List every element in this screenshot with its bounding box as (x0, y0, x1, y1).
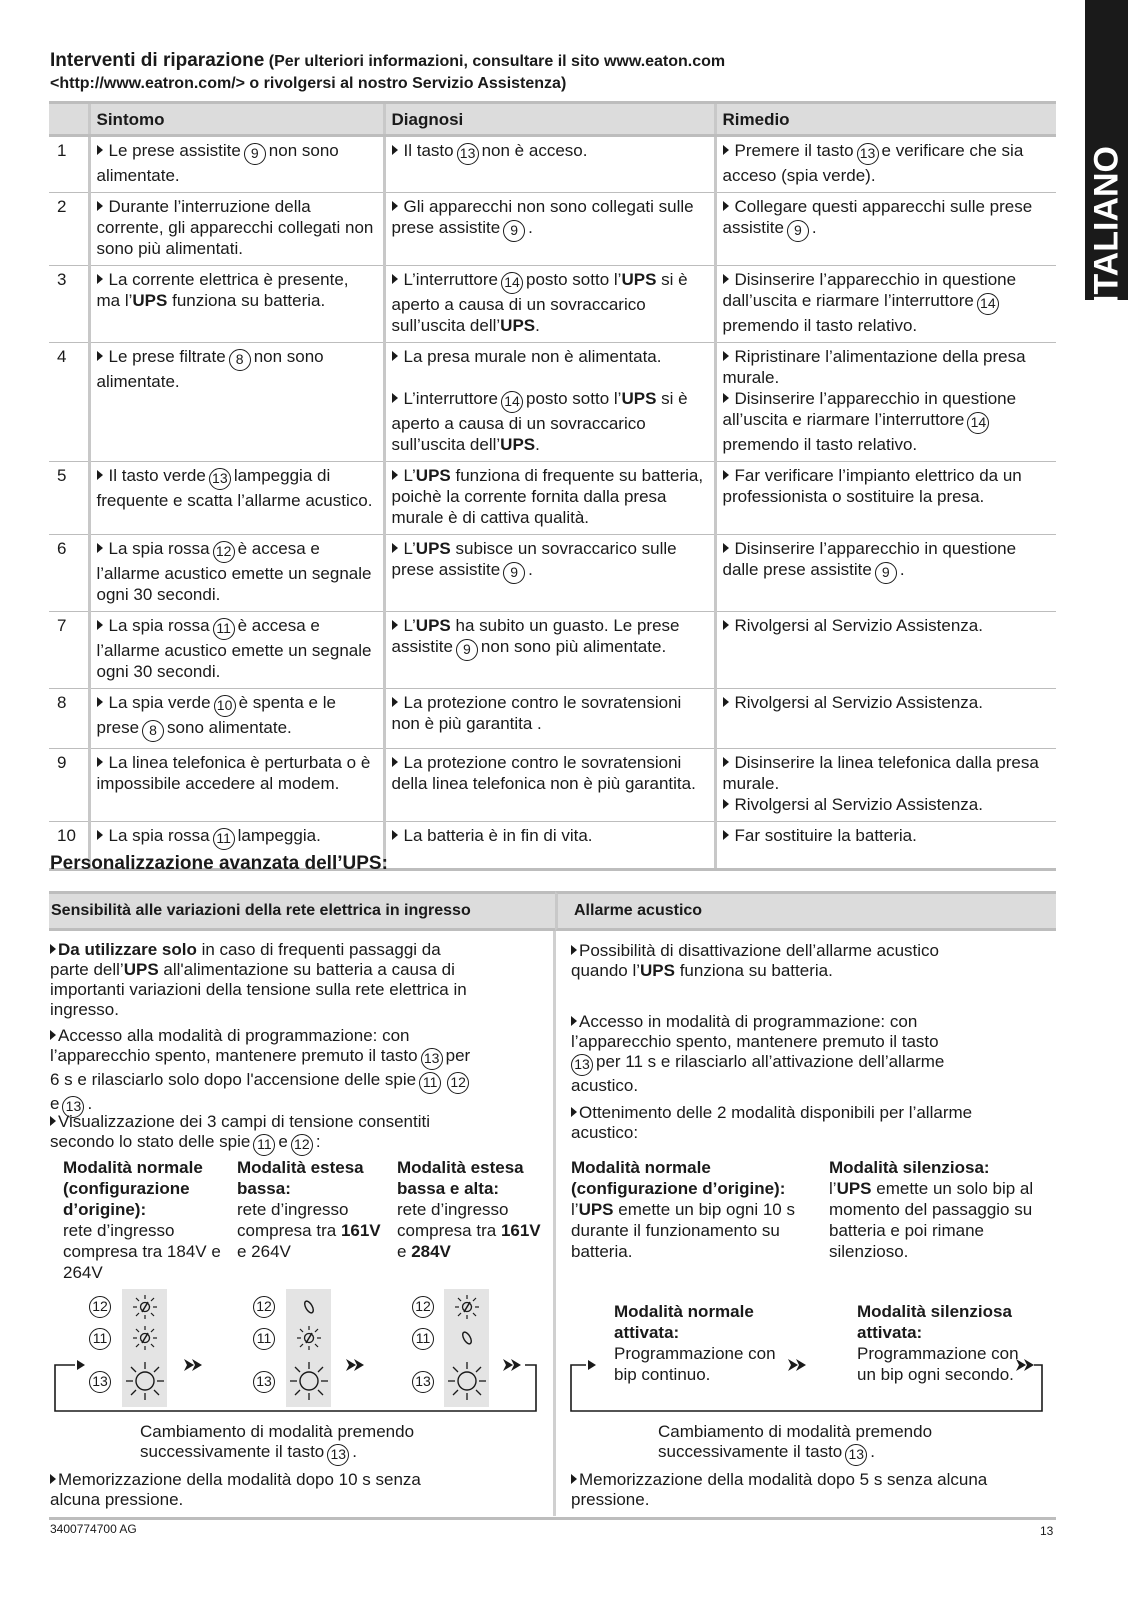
arrow-icon (77, 1360, 85, 1370)
alarm-normal-activated (614, 1301, 784, 1385)
page-number: 13 (1040, 1524, 1054, 1538)
alarm-silent-activated-body: Programmazione con un bip ogni secondo. (857, 1344, 1019, 1384)
alarm-mode-normal (571, 1157, 811, 1262)
ref-13-icon: 13 (457, 143, 479, 165)
diagnosis-cell: Gli apparecchi non sono collegati sulle prese assistite 9 . (384, 193, 715, 266)
page-subtitle-2: <http://www.eatron.com/> o rivolgersi al nostro Servizio Assistenza) (50, 75, 567, 92)
row-number: 5 (49, 462, 89, 535)
symptom-cell: La spia verde 10 è spenta e le prese 8 sono alimentate. (89, 689, 384, 749)
right-paragraph-2: Accesso in modalità di programmazione: con l’apparecchio spento, mantenere premuto il tasto 13 per 11 s e rilasciarlo all’attivazione dell’allarme acustico. (571, 1012, 945, 1095)
row-number: 4 (49, 343, 89, 462)
row-number: 2 (49, 193, 89, 266)
mode-extended-low-body: rete d’ingresso compresa tra 161V e 264V (237, 1200, 381, 1261)
ref-9-icon: 9 (875, 562, 897, 584)
ref-9-icon: 9 (244, 143, 266, 165)
ref-13-icon: 13 (857, 143, 879, 165)
led-blink-icon (133, 1295, 157, 1319)
page-subtitle-1: (Per ulteriori informazioni, consultare il sito www.eaton.com (268, 53, 726, 70)
led-off-icon (461, 1331, 473, 1345)
ref-11-icon: 11 (253, 1134, 275, 1156)
ref-13-icon: 13 (845, 1444, 867, 1466)
row-number: 1 (49, 136, 89, 193)
ref-11-icon: 11 (213, 828, 235, 850)
led-blink-icon (133, 1326, 157, 1350)
ref-13-icon: 13 (327, 1444, 349, 1466)
symptom-cell: La spia rossa 12 è accesa e l’allarme acustico emette un segnale ogni 30 secondi. (89, 535, 384, 612)
symptom-cell: Durante l’interruzione della corrente, gli apparecchi collegati non sono più alimentati. (89, 193, 384, 266)
left-memo: Memorizzazione della modalità dopo 10 s senza alcuna pressione. (50, 1470, 421, 1509)
alarm-mode-normal-title: Modalità normale (configurazione d’origine): (571, 1158, 786, 1198)
table-header-symptom: Sintomo (89, 103, 384, 136)
remedy-cell: Rivolgersi al Servizio Assistenza. (715, 689, 1056, 749)
bullet-icon (571, 945, 577, 955)
row-number: 3 (49, 266, 89, 343)
ref-14-icon: 14 (501, 391, 523, 413)
arrow-icon (184, 1359, 202, 1371)
symptom-cell: Il tasto verde 13 lampeggia di frequente e scatta l’allarme acustico. (89, 462, 384, 535)
remedy-cell: Far sostituire la batteria. (715, 822, 1056, 870)
symptom-cell: La linea telefonica è perturbata o è impossibile accedere al modem. (89, 749, 384, 822)
bullet-icon (571, 1107, 577, 1117)
alarm-normal-activated-body: Programmazione con bip continuo. (614, 1344, 776, 1384)
alarm-mode-silent-body: l’UPS emette un solo bip al momento del passaggio su batteria e poi rimane silenzioso. (829, 1179, 1034, 1261)
row-number: 10 (49, 822, 89, 870)
ref-13-icon: 13 (209, 468, 231, 490)
ref-14-icon: 14 (501, 272, 523, 294)
ref-12-icon: 12 (89, 1296, 111, 1318)
bottom-rule (49, 1517, 1056, 1520)
mode-extended-high-title: Modalità estesa bassa e alta: (397, 1158, 524, 1198)
left-paragraph-3: Visualizzazione dei 3 campi di tensione consentiti secondo lo stato delle spie 11 e 12 : (50, 1112, 550, 1156)
row-number: 7 (49, 612, 89, 689)
row-number: 9 (49, 749, 89, 822)
ref-8-icon: 8 (229, 349, 251, 371)
ref-11-icon: 11 (412, 1328, 434, 1350)
alarm-mode-normal-body: l’UPS emette un bip ogni 10 s durante il funzionamento su batteria. (571, 1200, 795, 1261)
remedy-cell: Collegare questi apparecchi sulle prese assistite 9 . (715, 193, 1056, 266)
ref-14-icon: 14 (967, 412, 989, 434)
arrow-icon (588, 1360, 596, 1370)
symptom-cell: La spia rossa 11 lampeggia. (89, 822, 384, 870)
ref-11-icon: 11 (419, 1072, 441, 1094)
led-blink-icon (455, 1295, 479, 1319)
ref-12-icon: 12 (253, 1296, 275, 1318)
ref-13-icon: 13 (571, 1054, 593, 1076)
remedy-cell: Premere il tasto 13 e verificare che sia acceso (spia verde). (715, 136, 1056, 193)
ref-11-icon: 11 (213, 618, 235, 640)
ref-9-icon: 9 (456, 639, 478, 661)
alarm-mode-silent-title: Modalità silenziosa: (829, 1158, 990, 1177)
ref-9-icon: 9 (503, 562, 525, 584)
alarm-mode-silent (829, 1157, 1049, 1262)
ref-12-icon: 12 (213, 541, 235, 563)
row-number: 8 (49, 689, 89, 749)
document-code: 3400774700 AG (50, 1522, 137, 1536)
mode-extended-low-title: Modalità estesa bassa: (237, 1158, 364, 1198)
diagnosis-cell: La protezione contro le sovratensioni della linea telefonica non è più garantita. (384, 749, 715, 822)
diagnosis-cell: L’UPS funziona di frequente su batteria, poichè la corrente fornita dalla presa murale è di cattiva qualità. (384, 462, 715, 535)
bullet-icon (571, 1474, 577, 1484)
left-paragraph-1: Da utilizzare solo in caso di frequenti passaggi da parte dell’UPS all'alimentazione su batteria a causa di importanti variazioni della tensione sulla rete elettrica in ingresso. (50, 940, 467, 1019)
diagnosis-cell: La batteria è in fin di vita. (384, 822, 715, 870)
diagnosis-cell: L’interruttore 14 posto sotto l’UPS si è aperto a causa di un sovraccarico sull’uscita dell’UPS. (384, 266, 715, 343)
left-paragraph-2: Accesso alla modalità di programmazione: con l’apparecchio spento, mantenere premuto il tasto 13 per 6 s e rilasciarlo solo dopo l'accensione delle spie 11 12 e 13 . (50, 1026, 550, 1118)
alarm-silent-activated-title: Modalità silenziosa attivata: (857, 1302, 1012, 1342)
diagnosis-cell: La protezione contro le sovratensioni non è più garantita . (384, 689, 715, 749)
ref-11-icon: 11 (89, 1328, 111, 1350)
mode-normal-title: Modalità normale (configurazione d’origine): (63, 1158, 203, 1219)
ref-12-icon: 12 (447, 1072, 469, 1094)
mode-normal-body: rete d’ingresso compresa tra 184V e 264V (63, 1221, 221, 1282)
diagnosis-cell: Il tasto 13 non è acceso. (384, 136, 715, 193)
remedy-cell: Disinserire l’apparecchio in questione dalle prese assistite 9 . (715, 535, 1056, 612)
table-header-diagnosis: Diagnosi (384, 103, 715, 136)
diagnosis-cell: L’UPS ha subito un guasto. Le prese assistite 9 non sono più alimentate. (384, 612, 715, 689)
alarm-silent-activated (857, 1301, 1027, 1385)
ref-13-icon: 13 (412, 1371, 434, 1393)
arrow-icon (503, 1359, 521, 1371)
right-paragraph-3: Ottenimento delle 2 modalità disponibili per l’allarme acustico: (571, 1103, 973, 1142)
ref-9-icon: 9 (787, 220, 809, 242)
remedy-cell: Far verificare l’impianto elettrico da un professionista o sostituire la presa. (715, 462, 1056, 535)
right-change-mode: Cambiamento di modalità premendo successivamente il tasto 13 . (658, 1422, 1048, 1466)
led-off-icon (303, 1300, 315, 1314)
ref-12-icon: 12 (291, 1134, 313, 1156)
remedy-cell: Ripristinare l’alimentazione della presa murale. Disinserire l’apparecchio in questione all’uscita e riarmare l’interruttore 14premendo il tasto relativo. (715, 343, 1056, 462)
symptom-cell: Le prese assistite 9 non sono alimentate. (89, 136, 384, 193)
right-section-header: Allarme acustico (555, 891, 1056, 931)
right-memo: Memorizzazione della modalità dopo 5 s senza alcuna pressione. (571, 1470, 988, 1509)
bullet-icon (571, 1016, 577, 1026)
ref-13-icon: 13 (89, 1371, 111, 1393)
remedy-cell: Disinserire l’apparecchio in questione dall’uscita e riarmare l’interruttore 14premendo il tasto relativo. (715, 266, 1056, 343)
diagnosis-cell: La presa murale non è alimentata. L’interruttore 14 posto sotto l’UPS si è aperto a causa di un sovraccarico sull’uscita dell’UPS. (384, 343, 715, 462)
remedy-cell: Rivolgersi al Servizio Assistenza. (715, 612, 1056, 689)
language-tab-label: ITALIANO (1087, 145, 1125, 305)
ref-11-icon: 11 (253, 1328, 275, 1350)
mode-extended-high-body: rete d’ingresso compresa tra 161V e 284V (397, 1200, 541, 1261)
alarm-normal-activated-title: Modalità normale attivata: (614, 1302, 754, 1342)
table-header-remedy: Rimedio (715, 103, 1056, 136)
led-on-icon (290, 1362, 328, 1400)
section-title: Personalizzazione avanzata dell’UPS: (50, 853, 388, 874)
right-paragraph-1: Possibilità di disattivazione dell’allarme acustico quando l’UPS funziona su batteria. (571, 941, 940, 980)
ref-13-icon: 13 (253, 1371, 275, 1393)
remedy-cell: Disinserire la linea telefonica dalla presa murale. Rivolgersi al Servizio Assistenza. (715, 749, 1056, 822)
symptom-cell: La spia rossa 11 è accesa e l’allarme acustico emette un segnale ogni 30 secondi. (89, 612, 384, 689)
symptom-cell: Le prese filtrate 8 non sono alimentate. (89, 343, 384, 462)
ref-9-icon: 9 (503, 220, 525, 242)
bullet-icon (50, 1474, 56, 1484)
ref-14-icon: 14 (977, 293, 999, 315)
ref-13-icon: 13 (62, 1096, 84, 1118)
arrow-icon (788, 1359, 806, 1371)
ref-8-icon: 8 (142, 720, 164, 742)
left-change-mode: Cambiamento di modalità premendo successivamente il tasto 13 . (140, 1422, 540, 1466)
page-title: Interventi di riparazione (50, 50, 265, 71)
led-on-icon (126, 1362, 164, 1400)
arrow-icon (346, 1359, 364, 1371)
ref-13-icon: 13 (421, 1048, 443, 1070)
left-section-header: Sensibilità alle variazioni della rete elettrica in ingresso (49, 891, 555, 931)
symptom-cell: La corrente elettrica è presente, ma l’UPS funziona su batteria. (89, 266, 384, 343)
diagnosis-cell: L’UPS subisce un sovraccarico sulle prese assistite 9 . (384, 535, 715, 612)
led-blink-icon (297, 1326, 321, 1350)
ref-10-icon: 10 (214, 695, 236, 717)
ref-12-icon: 12 (412, 1296, 434, 1318)
led-on-icon (448, 1362, 486, 1400)
row-number: 6 (49, 535, 89, 612)
